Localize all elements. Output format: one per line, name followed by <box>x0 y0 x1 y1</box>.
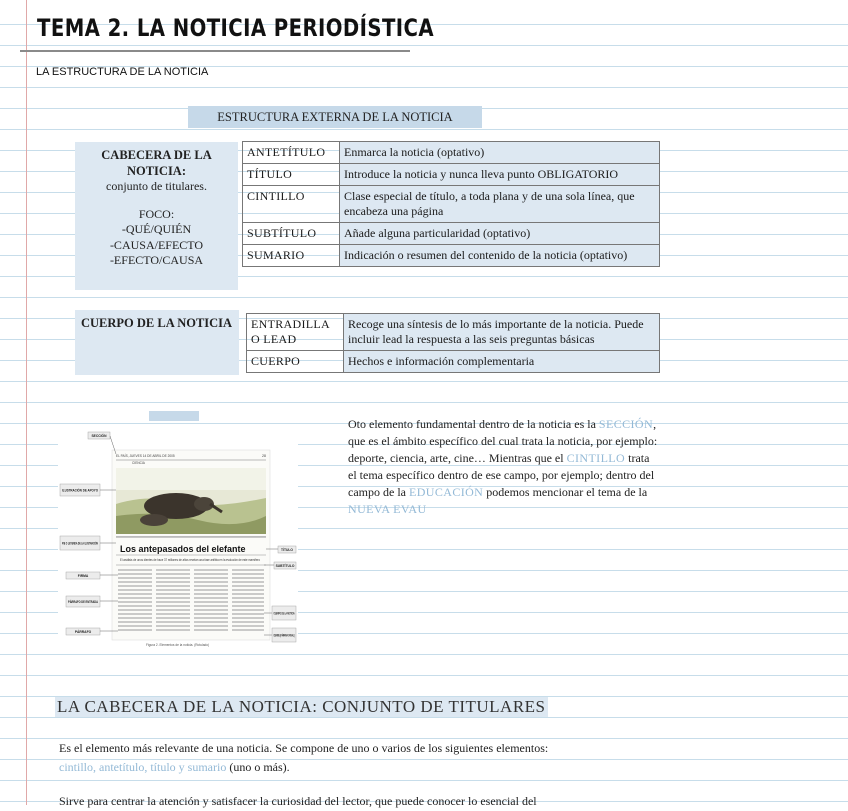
label-seccion: SECCIÓN <box>91 434 107 438</box>
elephant-calf-figure <box>140 514 168 526</box>
cabecera-description-paragraph <box>59 739 679 777</box>
table-row <box>243 164 660 186</box>
table-row <box>243 186 660 223</box>
paragraph-text: (uno o más). <box>229 760 290 774</box>
term-cell: TÍTULO <box>243 164 340 186</box>
cuerpo-heading: CUERPO DE LA NOTICIA <box>81 316 233 330</box>
paragraph-text: Oto elemento fundamental dentro de la noticia es la <box>348 417 596 431</box>
cabecera-elements-list: cintillo, antetítulo, título y sumario <box>59 760 227 774</box>
label-ilustracion: ILUSTRACIÓN DE APOYO <box>62 488 103 493</box>
section-subheading: LA ESTRUCTURA DE LA NOTICIA <box>36 66 209 78</box>
cabecera-elements-table <box>242 141 660 267</box>
term-cell: ENTRADILLA O LEAD <box>247 314 344 351</box>
label-entradilla: PÁRRAFO DE ENTRADA <box>68 600 107 604</box>
label-titulo: TÍTULO <box>281 548 293 552</box>
description-cell: Introduce la noticia y nunca lleva punto OBLIGATORIO <box>340 164 660 186</box>
newspaper-header-line: EL PAÍS, JUEVES 14 DE ABRIL DE 2005 <box>116 454 175 458</box>
cabecera-section-heading: LA CABECERA DE LA NOTICIA: CONJUNTO DE TITULARES <box>57 697 546 716</box>
table-row <box>243 142 660 164</box>
term-nueva-evau: NUEVA EVAU <box>348 502 427 516</box>
newspaper-diagram-image <box>58 424 298 650</box>
table-row <box>243 245 660 267</box>
term-cintillo: CINTILLO <box>566 451 626 465</box>
term-cell: SUMARIO <box>243 245 340 267</box>
paragraph-text: Es el elemento más relevante de una noticia. Se compone de uno o varios de los siguientes elementos: <box>59 741 549 755</box>
foco-item: -EFECTO/CAUSA <box>109 253 204 267</box>
label-pie: PIE O LEYENDA DE LA ILUSTRACIÓN <box>62 541 122 546</box>
newspaper-lead: El análisis de unos dientes de hace 37 millones de años revelan una fase anfibia en la evolución de este mamífero <box>120 558 261 562</box>
cabecera-heading: CABECERA DE LA NOTICIA: <box>101 148 212 178</box>
description-cell: Enmarca la noticia (optativo) <box>340 142 660 164</box>
label-subtitulo: SUBTÍTULO <box>275 564 295 568</box>
description-cell: Recoge una síntesis de lo más importante de la noticia. Puede incluir lead la respuesta a las seis preguntas básicas <box>344 314 660 351</box>
label-cuerpo: CUERPO DE LA NOTICIA <box>273 611 295 616</box>
table-row <box>243 223 660 245</box>
figure-caption: Figura 2. Elementos de la noticia. (Rotulado) <box>146 643 210 647</box>
paragraph-text: trata el tema específico dentro de ese campo, por ejemplo; dentro del campo de la <box>348 451 655 499</box>
term-cell: CINTILLO <box>243 186 340 223</box>
term-cell: SUBTÍTULO <box>243 223 340 245</box>
label-parrafo: PÁRRAFO <box>74 630 92 634</box>
newspaper-section-name: CIENCIA <box>132 461 145 465</box>
paragraph-text: , que es el ámbito específico del cual trata la noticia, por ejemplo: deporte, ciencia, arte, cine… Mientras que el <box>348 417 658 465</box>
section-explanation-paragraph <box>348 416 660 518</box>
term-seccion: SECCIÓN <box>598 417 654 431</box>
cabecera-note-box <box>75 142 238 290</box>
cabecera-purpose-paragraph: Sirve para centrar la atención y satisfacer la curiosidad del lector, que puede conocer lo esencial del <box>59 794 537 808</box>
cuerpo-note-box <box>75 310 239 375</box>
page-title: TEMA 2. LA NOTICIA PERIODÍSTICA <box>37 14 435 42</box>
term-cell: ANTETÍTULO <box>243 142 340 164</box>
description-cell: Hechos e información complementaria <box>344 351 660 373</box>
foco-item: -CAUSA/EFECTO <box>109 237 204 252</box>
description-cell: Añade alguna particularidad (optativo) <box>340 223 660 245</box>
label-firma: FIRMA <box>77 574 89 578</box>
paragraph-text: podemos mencionar el tema de la <box>486 485 648 499</box>
title-underline <box>20 50 410 52</box>
cabecera-subtitle: conjunto de titulares. <box>106 179 207 193</box>
foco-label: FOCO: <box>138 206 175 221</box>
label-cierre <box>274 633 295 638</box>
description-cell: Indicación o resumen del contenido de la noticia (optativo) <box>340 245 660 267</box>
description-cell: Clase especial de título, a toda plana y de una sola línea, que encabeza una página <box>340 186 660 223</box>
term-cell: CUERPO <box>247 351 344 373</box>
newspaper-headline: Los antepasados del elefante <box>120 544 246 554</box>
notebook-margin-line <box>26 0 27 805</box>
foco-item: -QUÉ/QUIÉN <box>121 222 192 236</box>
image-highlight-tab <box>149 411 199 421</box>
table-row <box>247 314 660 351</box>
external-structure-title: ESTRUCTURA EXTERNA DE LA NOTICIA <box>188 106 482 128</box>
cuerpo-elements-table <box>246 313 660 373</box>
term-educacion: EDUCACIÓN <box>408 485 484 499</box>
newspaper-page-number: 28 <box>262 454 266 458</box>
table-row <box>247 351 660 373</box>
